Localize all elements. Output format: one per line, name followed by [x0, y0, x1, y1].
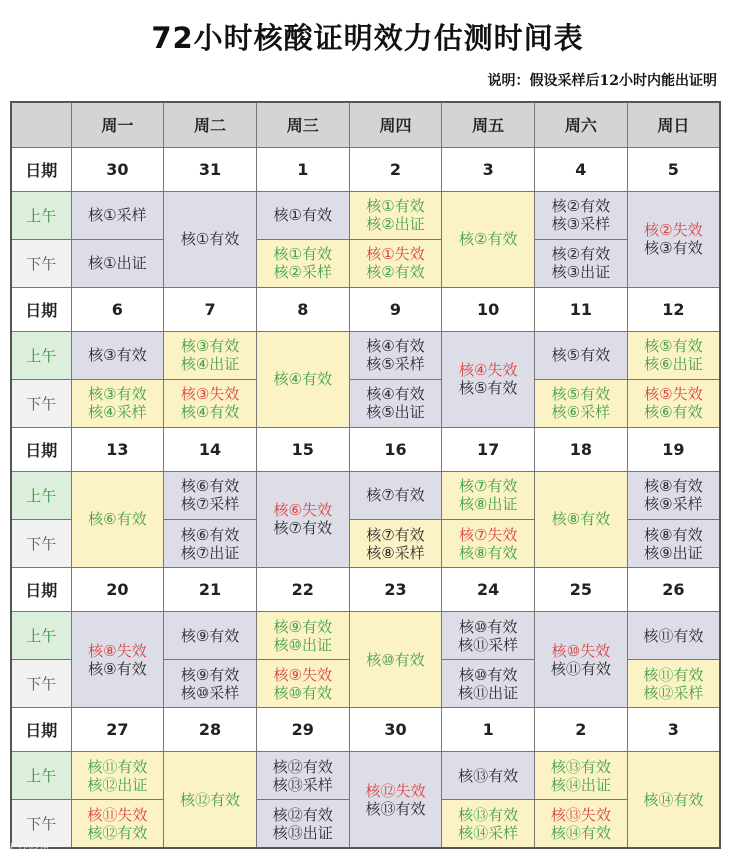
status-line: 核⑨有效 [180, 626, 240, 645]
status-line: 核⑫有效 [272, 805, 333, 824]
status-line: 核⑤采样 [366, 355, 425, 374]
weekday-header: 周一 [71, 102, 164, 147]
date-row-label: 日期 [11, 287, 71, 331]
date-cell: 3 [442, 147, 535, 191]
status-line: 核⑦有效 [366, 525, 425, 544]
schedule-table [10, 101, 721, 849]
status-cell [256, 239, 349, 287]
morning-row [11, 331, 720, 379]
status-cell [256, 471, 349, 567]
status-cell [627, 331, 720, 379]
date-cell: 16 [349, 427, 442, 471]
morning-label: 上午 [11, 191, 71, 239]
status-line: 核⑫出证 [87, 775, 148, 794]
morning-label: 上午 [11, 331, 71, 379]
status-line: 核⑫有效 [87, 823, 148, 842]
date-cell: 11 [535, 287, 628, 331]
status-cell [349, 519, 442, 567]
date-row [11, 568, 720, 612]
status-cell [627, 471, 720, 519]
status-line: 核⑧出证 [458, 495, 518, 514]
status-line: 核⑬失效 [550, 805, 611, 824]
status-cell [256, 612, 349, 660]
status-cell [442, 471, 535, 519]
status-cell [71, 239, 164, 287]
status-cell [349, 379, 442, 427]
status-line: 核⑩失效 [551, 641, 611, 660]
status-line: 核⑬有效 [365, 799, 426, 818]
status-line: 核⑩出证 [273, 635, 332, 654]
status-line: 核⑦有效 [273, 519, 332, 538]
explanation-note: 说明：假设采样后12小时内能出证明 [487, 73, 717, 89]
date-cell: 7 [164, 287, 257, 331]
date-row [11, 708, 720, 752]
date-cell: 30 [71, 147, 164, 191]
status-line: 核③出证 [551, 263, 611, 282]
status-line: 核⑬有效 [550, 757, 611, 776]
status-cell [349, 191, 442, 239]
weekday-header: 周二 [164, 102, 257, 147]
afternoon-label: 下午 [11, 519, 71, 567]
status-line: 核①有效 [366, 197, 425, 216]
status-line: 核⑫有效 [272, 757, 333, 776]
status-line: 核⑪出证 [458, 683, 519, 702]
status-cell [442, 800, 535, 848]
weekday-header: 周四 [349, 102, 442, 147]
status-line: 核⑦有效 [366, 486, 425, 505]
status-line: 核⑦采样 [180, 495, 240, 514]
status-cell [535, 612, 628, 708]
status-cell [442, 660, 535, 708]
status-line: 核⑥出证 [644, 355, 703, 374]
status-cell [442, 191, 535, 287]
status-line: 核②有效 [458, 230, 518, 249]
status-line: 核⑤有效 [644, 337, 703, 356]
weekday-header: 周五 [442, 102, 535, 147]
date-cell: 31 [164, 147, 257, 191]
status-line: 核⑪有效 [643, 665, 704, 684]
status-cell [164, 519, 257, 567]
date-row [11, 427, 720, 471]
status-line: 核⑫失效 [365, 781, 426, 800]
date-cell: 1 [256, 147, 349, 191]
status-cell [71, 471, 164, 567]
date-row-label: 日期 [11, 708, 71, 752]
status-line: 核⑬有效 [458, 766, 519, 785]
afternoon-row [11, 239, 720, 287]
status-cell [164, 660, 257, 708]
date-cell: 27 [71, 708, 164, 752]
status-line: 核⑩采样 [180, 683, 240, 702]
date-cell: 8 [256, 287, 349, 331]
status-cell [256, 191, 349, 239]
morning-label: 上午 [11, 471, 71, 519]
status-line: 核②有效 [551, 197, 611, 216]
date-row [11, 287, 720, 331]
status-line: 核②采样 [273, 263, 332, 282]
status-line: 核③有效 [644, 239, 703, 258]
status-cell [442, 612, 535, 660]
date-cell: 1 [442, 708, 535, 752]
date-cell: 30 [349, 708, 442, 752]
status-line: 核④出证 [180, 355, 240, 374]
status-line: 核⑪采样 [458, 635, 519, 654]
date-row-label: 日期 [11, 147, 71, 191]
status-line: 核④有效 [180, 403, 240, 422]
status-line: 核⑨出证 [644, 543, 703, 562]
status-cell [71, 752, 164, 800]
status-line: 核⑨失效 [273, 665, 332, 684]
status-cell [349, 331, 442, 379]
status-line: 核①有效 [273, 206, 332, 225]
status-line: 核③采样 [551, 215, 611, 234]
status-line: 核③有效 [88, 346, 147, 365]
date-cell: 26 [627, 568, 720, 612]
date-cell: 6 [71, 287, 164, 331]
date-cell: 19 [627, 427, 720, 471]
date-row-label: 日期 [11, 568, 71, 612]
status-cell [627, 519, 720, 567]
status-line: 核④有效 [366, 385, 425, 404]
morning-row [11, 191, 720, 239]
status-line: 核⑦失效 [458, 525, 518, 544]
date-cell: 20 [71, 568, 164, 612]
status-cell [442, 331, 535, 427]
status-cell [442, 519, 535, 567]
status-line: 核③有效 [180, 337, 240, 356]
status-line: 核①有效 [180, 230, 240, 249]
status-line: 核⑩有效 [273, 683, 332, 702]
status-cell [349, 239, 442, 287]
page-title: 72小时核酸证明效力估测时间表 [151, 21, 584, 55]
afternoon-label: 下午 [11, 239, 71, 287]
status-line: 核③失效 [180, 385, 240, 404]
status-line: 核⑭有效 [643, 790, 704, 809]
status-line: 核⑩有效 [458, 665, 518, 684]
date-cell: 10 [442, 287, 535, 331]
status-line: 核⑪失效 [87, 805, 148, 824]
status-line: 核⑩有效 [366, 650, 425, 669]
status-cell [627, 191, 720, 287]
morning-row [11, 612, 720, 660]
status-line: 核⑬有效 [458, 805, 519, 824]
status-line: 核②失效 [644, 221, 703, 240]
status-line: 核⑭出证 [550, 775, 611, 794]
morning-row [11, 752, 720, 800]
status-line: 核③有效 [88, 385, 147, 404]
status-cell [71, 379, 164, 427]
status-line: 核⑧失效 [88, 641, 147, 660]
morning-row [11, 471, 720, 519]
status-line: 核⑧采样 [366, 543, 425, 562]
status-cell [627, 379, 720, 427]
status-line: 核⑬采样 [272, 775, 333, 794]
date-cell: 12 [627, 287, 720, 331]
status-cell [71, 191, 164, 239]
status-line: 核⑨有效 [180, 665, 240, 684]
status-line: 核⑭有效 [550, 823, 611, 842]
date-cell: 2 [349, 147, 442, 191]
date-cell: 15 [256, 427, 349, 471]
date-cell: 9 [349, 287, 442, 331]
status-line: 核⑧有效 [644, 525, 703, 544]
date-cell: 3 [627, 708, 720, 752]
status-line: 核⑥有效 [644, 403, 703, 422]
status-line: 核⑨有效 [273, 617, 332, 636]
watermark: 大众资讯 [6, 842, 50, 855]
status-cell [535, 752, 628, 800]
status-line: 核⑩有效 [458, 617, 518, 636]
status-line: 核⑧有效 [644, 477, 703, 496]
status-line: 核⑬出证 [272, 823, 333, 842]
status-cell [164, 471, 257, 519]
status-line: 核⑨采样 [644, 495, 703, 514]
afternoon-label: 下午 [11, 379, 71, 427]
date-cell: 21 [164, 568, 257, 612]
date-cell: 29 [256, 708, 349, 752]
date-row-label: 日期 [11, 427, 71, 471]
status-cell [164, 191, 257, 287]
status-line: 核⑭采样 [458, 823, 519, 842]
status-line: 核⑤出证 [366, 403, 425, 422]
date-cell: 5 [627, 147, 720, 191]
date-cell: 14 [164, 427, 257, 471]
status-cell [256, 800, 349, 848]
header-corner [11, 102, 71, 147]
weekday-header: 周日 [627, 102, 720, 147]
date-row [11, 147, 720, 191]
status-line: 核⑫采样 [643, 683, 704, 702]
date-cell: 2 [535, 708, 628, 752]
status-line: 核⑦出证 [180, 543, 240, 562]
status-line: 核⑥有效 [180, 525, 240, 544]
status-cell [256, 331, 349, 427]
status-line: 核④有效 [273, 370, 332, 389]
status-line: 核⑥有效 [88, 510, 147, 529]
date-cell: 25 [535, 568, 628, 612]
status-line: 核⑤失效 [644, 385, 703, 404]
morning-label: 上午 [11, 752, 71, 800]
status-line: 核⑪有效 [643, 626, 704, 645]
date-cell: 13 [71, 427, 164, 471]
status-line: 核⑪有效 [87, 757, 148, 776]
status-line: 核④有效 [366, 337, 425, 356]
status-cell [442, 752, 535, 800]
status-cell [535, 379, 628, 427]
date-cell: 18 [535, 427, 628, 471]
status-line: 核⑧有效 [458, 543, 518, 562]
weekday-header: 周三 [256, 102, 349, 147]
status-line: 核⑪有效 [550, 659, 611, 678]
status-line: 核⑤有效 [458, 379, 518, 398]
status-cell [349, 612, 442, 708]
status-line: 核⑦有效 [458, 477, 518, 496]
status-line: 核⑤有效 [551, 346, 611, 365]
morning-label: 上午 [11, 612, 71, 660]
status-line: 核⑧有效 [551, 510, 611, 529]
status-line: 核⑥有效 [180, 477, 240, 496]
status-line: 核②出证 [366, 215, 425, 234]
status-line: 核⑥采样 [551, 403, 611, 422]
status-line: 核①出证 [88, 254, 147, 273]
status-line: 核①采样 [88, 206, 147, 225]
status-cell [627, 752, 720, 848]
header-row [11, 102, 720, 147]
status-cell [535, 471, 628, 567]
status-cell [71, 800, 164, 848]
weekday-header: 周六 [535, 102, 628, 147]
date-cell: 4 [535, 147, 628, 191]
status-cell [627, 660, 720, 708]
date-cell: 24 [442, 568, 535, 612]
status-line: 核④失效 [458, 361, 518, 380]
date-cell: 28 [164, 708, 257, 752]
status-cell [349, 752, 442, 848]
date-cell: 17 [442, 427, 535, 471]
status-line: 核④采样 [88, 403, 147, 422]
status-cell [256, 752, 349, 800]
status-cell [71, 612, 164, 708]
status-cell [535, 191, 628, 239]
afternoon-row [11, 379, 720, 427]
status-line: 核⑫有效 [180, 790, 241, 809]
status-cell [164, 331, 257, 379]
status-cell [535, 331, 628, 379]
status-cell [535, 800, 628, 848]
status-cell [71, 331, 164, 379]
status-cell [535, 239, 628, 287]
status-line: 核⑥失效 [273, 501, 332, 520]
afternoon-label: 下午 [11, 800, 71, 848]
status-cell [349, 471, 442, 519]
status-line: 核②有效 [366, 263, 425, 282]
status-line: 核⑨有效 [88, 659, 147, 678]
afternoon-label: 下午 [11, 660, 71, 708]
status-cell [164, 612, 257, 660]
date-cell: 22 [256, 568, 349, 612]
date-cell: 23 [349, 568, 442, 612]
status-line: 核②有效 [551, 245, 611, 264]
status-line: 核①失效 [366, 245, 425, 264]
status-cell [256, 660, 349, 708]
status-line: 核①有效 [273, 245, 332, 264]
status-cell [627, 612, 720, 660]
status-cell [164, 752, 257, 848]
status-line: 核⑤有效 [551, 385, 611, 404]
status-cell [164, 379, 257, 427]
